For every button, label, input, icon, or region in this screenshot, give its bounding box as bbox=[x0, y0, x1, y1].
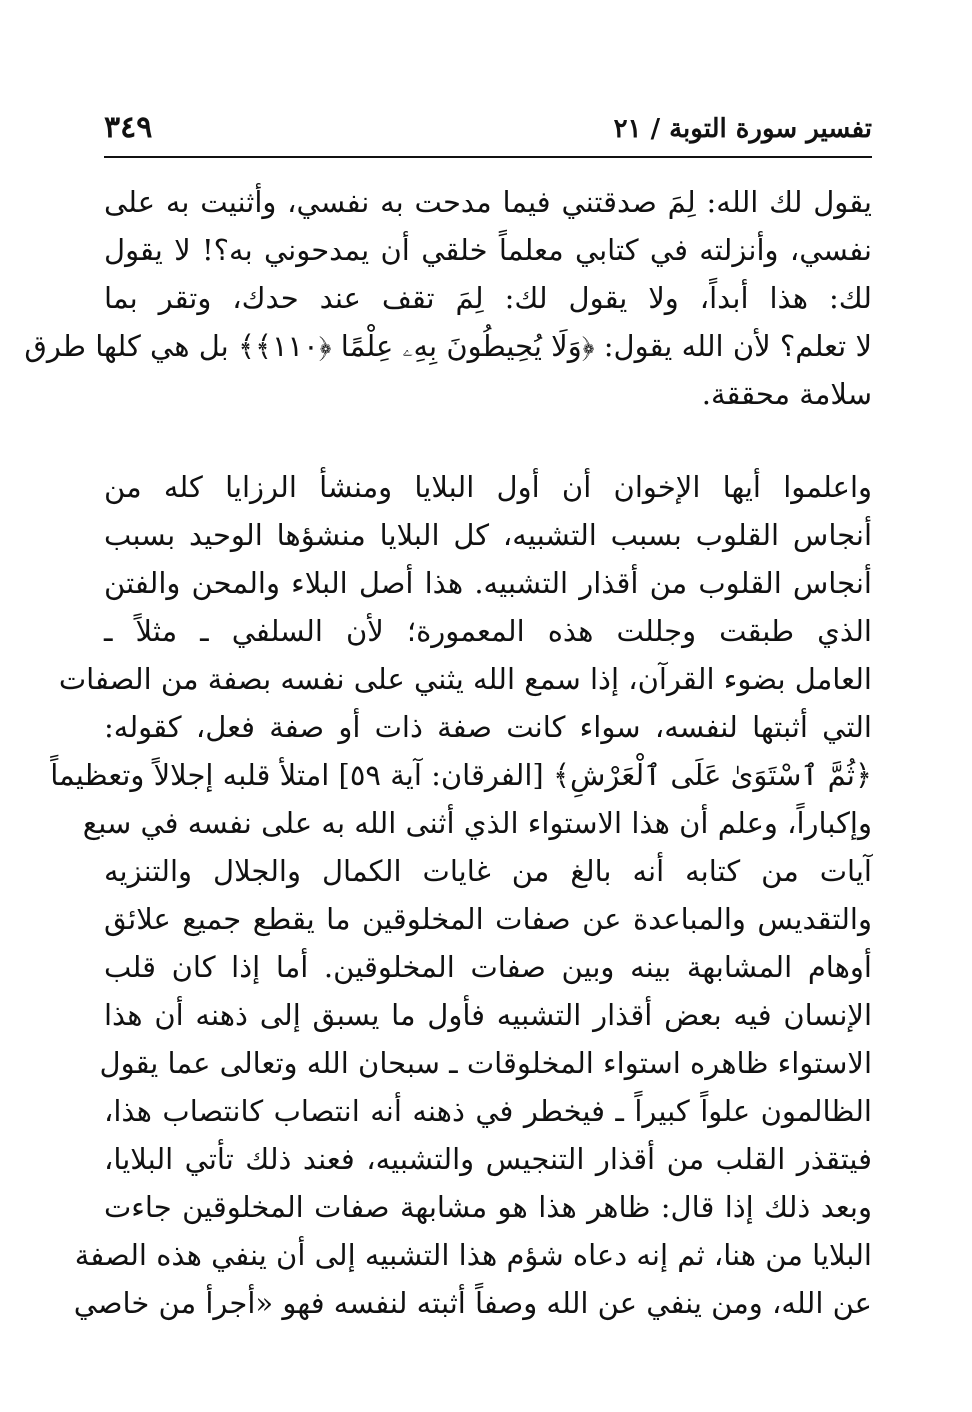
text-line: وإكباراً، وعلم أن هذا الاستواء الذي أثنى الله به على نفسه في سبع bbox=[82, 806, 872, 840]
text-line: الإنسان فيه بعض أقذار التشبيه فأول ما يسبق إلى ذهنه أن هذا bbox=[104, 998, 872, 1032]
text-line: نفسي، وأنزلته في كتابي معلماً خلقي أن يمدحوني به؟! لا يقول bbox=[104, 233, 872, 267]
text-line: ﴿ثُمَّ ٱسْتَوَىٰ عَلَى ٱلْعَرْشِ﴾ [الفرقان: آية ٥٩] امتلأ قلبه إجلالاً وتعظيماً bbox=[50, 758, 872, 792]
text-line: أوهام المشابهة بينه وبين صفات المخلوقين. أما إذا كان قلب bbox=[104, 950, 872, 984]
text-line: البلايا من هنا، ثم إنه دعاه شؤم هذا التشبيه إلى أن ينفي هذه الصفة bbox=[74, 1238, 872, 1272]
body-text bbox=[24, 178, 873, 1327]
text-line: أنجاس القلوب من أقذار التشبيه. هذا أصل البلاء والمحن والفتن bbox=[104, 566, 872, 600]
text-line: الظالمون علواً كبيراً ـ فيخطر في ذهنه أنه انتصاب كانتصاب هذا، bbox=[104, 1094, 872, 1128]
text-line: لك: هذا أبداً، ولا يقول لك: لِمَ تقف عند حدك، وتقر بما bbox=[104, 281, 872, 315]
text-line: العامل بضوء القرآن، إذا سمع الله يثني على نفسه بصفة من الصفات bbox=[58, 662, 872, 696]
text-line: أنجاس القلوب بسبب التشبيه، كل البلايا منشؤها الوحيد بسبب bbox=[104, 518, 872, 552]
text-line: سلامة محققة. bbox=[701, 377, 872, 411]
text-line: فيتقذر القلب من أقذار التنجيس والتشبيه، فعند ذلك تأتي البلايا، bbox=[104, 1142, 872, 1176]
text-line: يقول لك الله: لِمَ صدقتني فيما مدحت به نفسي، وأثنيت به على bbox=[104, 185, 872, 219]
text-line: عن الله، ومن ينفي عن الله وصفاً أثبته لنفسه فهو «أجرأ من خاصي bbox=[73, 1286, 872, 1320]
paragraph-1 bbox=[24, 178, 872, 418]
text-line: وبعد ذلك إذا قال: ظاهر هذا هو مشابهة صفات المخلوقين جاءت bbox=[104, 1190, 872, 1224]
page-number: ٣٤٩ bbox=[104, 110, 153, 145]
text-line: لا تعلم؟ لأن الله يقول: ﴿وَلَا يُحِيطُونَ بِهِۦ عِلْمًا ﴿١١٠﴾﴾ بل هي كلها طرق bbox=[24, 329, 872, 363]
text-line: الاستواء ظاهره استواء المخلوقات ـ سبحان الله وتعالى عما يقول bbox=[99, 1046, 872, 1080]
text-line: والتقديس والمباعدة عن صفات المخلوقين ما يقطع جميع علائق bbox=[104, 902, 872, 936]
text-line: آيات من كتابه أنه بالغ من غايات الكمال والجلال والتنزيه bbox=[104, 854, 872, 888]
running-title: تفسير سورة التوبة / ٢١ bbox=[613, 114, 872, 144]
page-header bbox=[104, 104, 872, 152]
header-divider bbox=[104, 156, 872, 158]
text-line: واعلموا أيها الإخوان أن أول البلايا ومنشأ الرزايا كله من bbox=[104, 470, 873, 504]
paragraph-2 bbox=[50, 463, 873, 1327]
text-line: التي أثبتها لنفسه، سواء كانت صفة ذات أو صفة فعل، كقوله: bbox=[104, 710, 872, 744]
paragraph-spacer bbox=[104, 418, 872, 463]
text-line: الذي طبقت وجللت هذه المعمورة؛ لأن السلفي ـ مثلاً ـ bbox=[104, 614, 872, 648]
